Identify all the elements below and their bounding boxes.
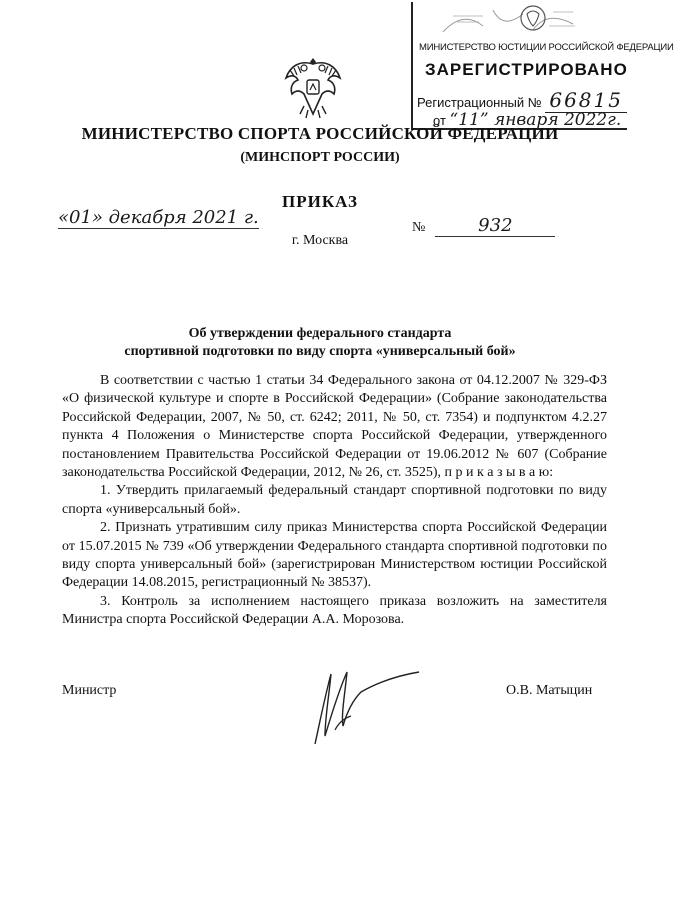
- order-number-value: 932: [435, 215, 555, 237]
- order-date: [58, 207, 259, 228]
- ministry-title: МИНИСТЕРСТВО СПОРТА РОССИЙСКОЙ ФЕДЕРАЦИИ: [81, 124, 559, 143]
- stamp-date-value: “11” января 2022г.: [449, 110, 622, 130]
- registration-stamp: [411, 2, 674, 130]
- stamp-ministry-name: МИНИСТЕРСТВО ЮСТИЦИИ РОССИЙСКОЙ ФЕДЕРАЦИИ: [419, 42, 674, 53]
- stamp-number-label: Регистрационный №: [417, 95, 542, 110]
- stamp-registered-label: ЗАРЕГИСТРИРОВАНО: [425, 60, 628, 79]
- stamp-date-prefix: от: [433, 113, 446, 128]
- order-city: г. Москва: [291, 233, 349, 248]
- order-title: ПРИКАЗ: [282, 192, 358, 211]
- clause-1: 1. Утвердить прилагаемый федеральный стандарт спортивной подготовки по виду спорта «универсальный бой».: [62, 483, 607, 517]
- stamp-registration-number-row: [417, 88, 627, 112]
- signer-position: Министр: [62, 683, 117, 698]
- document-title-line-2: спортивной подготовки по виду спорта «универсальный бой»: [124, 344, 516, 359]
- handwritten-signature: [295, 666, 425, 748]
- clause-2: 2. Признать утратившим силу приказ Министерства спорта Российской Федерации от 15.07.2015 № 739 «Об утверждении Федерального стандарта спортивной подготовки по виду спорта универсальный бой» (зарегистрирован Министерством юстиции Российской Федерации 14.08.2015, регистрационный № 38537).: [62, 520, 607, 591]
- coat-of-arms-emblem: [282, 50, 344, 122]
- order-date-value: «01» декабря 2021 г.: [58, 207, 259, 228]
- ministry-short-name: (МИНСПОРТ РОССИИ): [240, 150, 400, 165]
- preamble-paragraph: В соответствии с частью 1 статьи 34 Федерального закона от 04.12.2007 № 329-ФЗ «О физической культуре и спорте в Российской Федерации» (Собрание законодательства Российской Федерации, 2007, № 50, ст. 6242; 2011, № 50, ст. 7354) и подпунктом 4.2.27 пункта 4 Положения о Министерстве спорта Российской Федерации, утвержденного постановлением Правительства Российской Федерации от 19.06.2012 № 607 (Собрание законодательства Российской Федерации, 2012, № 26, ст. 3525), п р и к а з ы в а ю:: [62, 373, 607, 481]
- clause-3: 3. Контроль за исполнением настоящего приказа возложить на заместителя Министра спорта Российской Федерации А.А. Морозова.: [62, 593, 607, 628]
- document-title: [80, 325, 560, 361]
- ministry-of-justice-seal-icon: [433, 2, 583, 38]
- order-number-label: №: [412, 220, 426, 235]
- signer-name: О.В. Матыцин: [506, 683, 593, 698]
- document-body: [62, 372, 607, 630]
- stamp-number-value: 66815: [545, 88, 627, 113]
- document-title-line-1: Об утверждении федерального стандарта: [188, 326, 452, 341]
